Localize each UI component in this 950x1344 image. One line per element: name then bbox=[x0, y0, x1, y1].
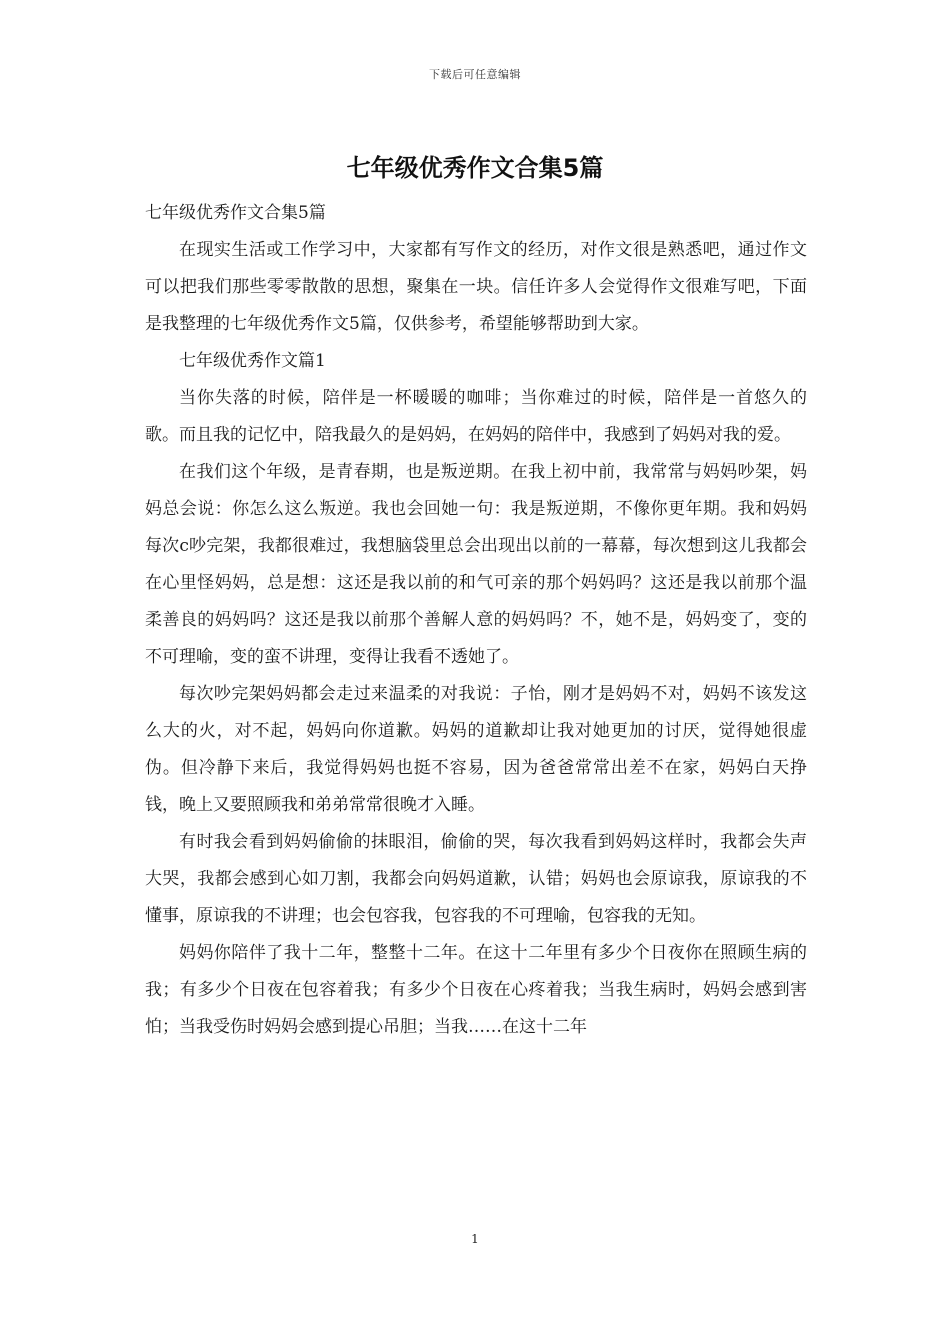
section-heading: 七年级优秀作文篇1 bbox=[179, 351, 326, 371]
paragraph: 当你失落的时候，陪伴是一杯暖暖的咖啡；当你难过的时候，陪伴是一首悠久的歌。而且我的记忆中，陪我最久的是妈妈，在妈妈的陪伴中，我感到了妈妈对我的爱。 bbox=[145, 388, 807, 445]
document-body bbox=[145, 195, 807, 1046]
paragraph-subtitle: 七年级优秀作文合集5篇 bbox=[145, 203, 326, 223]
document-title: 七年级优秀作文合集5篇 bbox=[346, 154, 604, 182]
paragraph: 有时我会看到妈妈偷偷的抹眼泪，偷偷的哭，每次我看到妈妈这样时，我都会失声大哭，我都会感到心如刀割，我都会向妈妈道歉，认错；妈妈也会原谅我，原谅我的不懂事，原谅我的不讲理；也会包容我，包容我的不可理喻，包容我的无知。 bbox=[145, 832, 807, 926]
paragraph: 妈妈你陪伴了我十二年，整整十二年。在这十二年里有多少个日夜你在照顾生病的我；有多少个日夜在包容着我；有多少个日夜在心疼着我；当我生病时，妈妈会感到害怕；当我受伤时妈妈会感到提心吊胆；当我……在这十二年 bbox=[145, 943, 807, 1037]
page-number: 1 bbox=[471, 1232, 479, 1246]
paragraph-intro: 在现实生活或工作学习中，大家都有写作文的经历，对作文很是熟悉吧，通过作文可以把我们那些零零散散的思想，聚集在一块。信任许多人会觉得作文很难写吧，下面是我整理的七年级优秀作文5篇，仅供参考，希望能够帮助到大家。 bbox=[145, 240, 807, 334]
page-header: 下载后可任意编辑 bbox=[429, 68, 521, 81]
paragraph: 每次吵完架妈妈都会走过来温柔的对我说：子怡，刚才是妈妈不对，妈妈不该发这么大的火，对不起，妈妈向你道歉。妈妈的道歉却让我对她更加的讨厌，觉得她很虚伪。但冷静下来后，我觉得妈妈也挺不容易，因为爸爸常常出差不在家，妈妈白天挣钱，晚上又要照顾我和弟弟常常很晚才入睡。 bbox=[145, 684, 807, 815]
paragraph: 在我们这个年级，是青春期，也是叛逆期。在我上初中前，我常常与妈妈吵架，妈妈总会说：你怎么这么叛逆。我也会回她一句：我是叛逆期，不像你更年期。我和妈妈每次c吵完架，我都很难过，我想脑袋里总会出现出以前的一幕幕，每次想到这儿我都会在心里怪妈妈，总是想：这还是我以前的和气可亲的那个妈妈吗？这还是我以前那个温柔善良的妈妈吗？这还是我以前那个善解人意的妈妈吗？不，她不是，妈妈变了，变的不可理喻，变的蛮不讲理，变得让我看不透她了。 bbox=[145, 462, 807, 667]
